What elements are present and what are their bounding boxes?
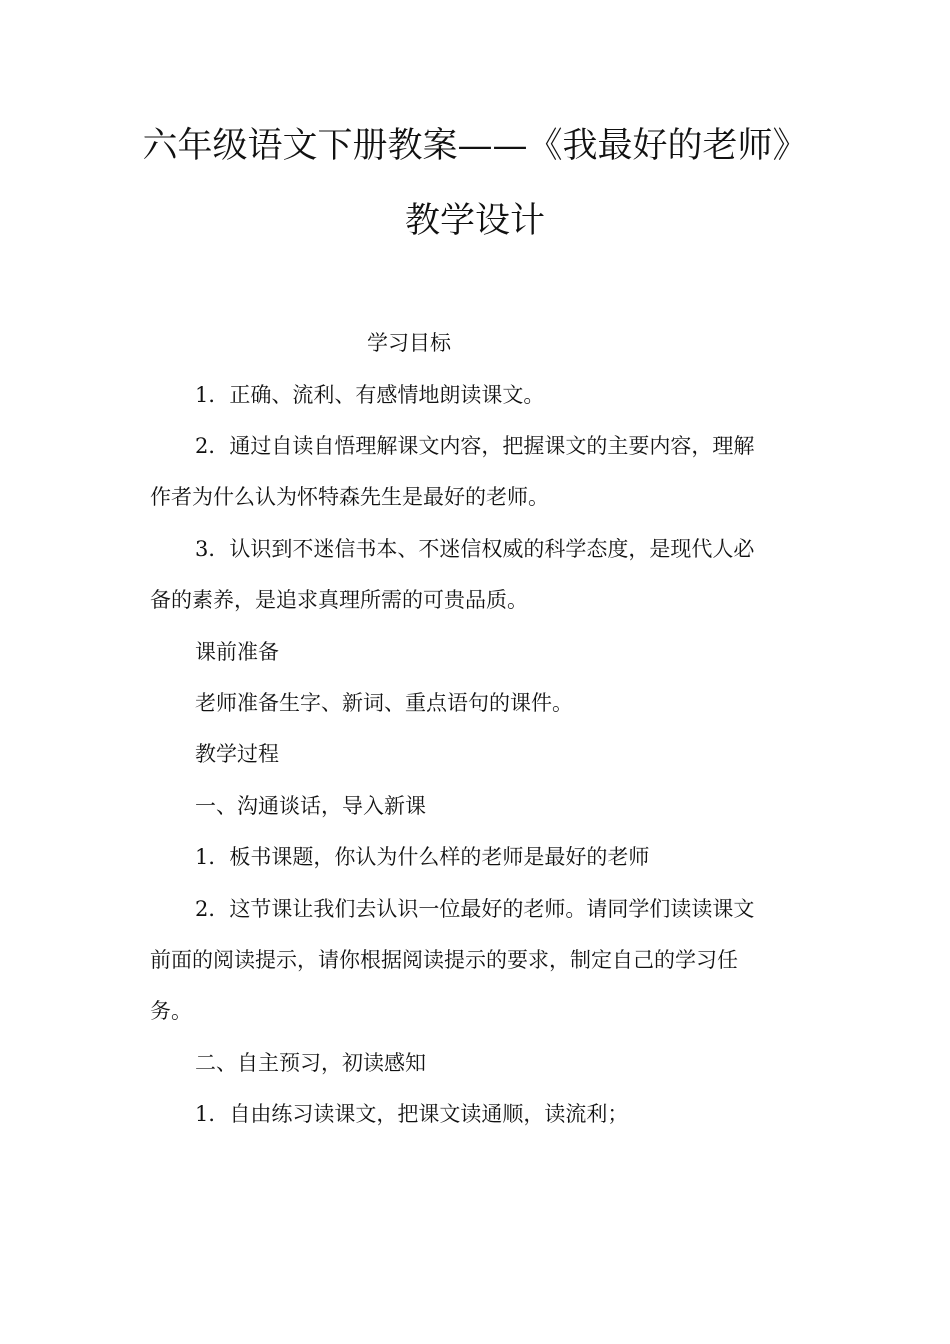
document-title-line-1: 六年级语文下册教案——《我最好的老师》	[142, 126, 808, 166]
section-heading-preparation: 课前准备	[195, 640, 279, 664]
document-title-line-2: 教学设计	[404, 201, 545, 241]
objective-3-line-1: 3．认识到不迷信书本、不迷信权威的科学态度，是现代人必	[195, 537, 755, 561]
objective-2-line-2: 作者为什么认为怀特森先生是最好的老师。	[150, 485, 549, 509]
part-1-item-2-line-3: 务。	[150, 999, 192, 1023]
preparation-text: 老师准备生字、新词、重点语句的课件。	[195, 691, 573, 715]
part-2-item-1: 1．自由练习读课文，把课文读通顺，读流利；	[195, 1102, 629, 1126]
objective-3-line-2: 备的素养，是追求真理所需的可贵品质。	[150, 588, 528, 612]
part-1-item-1: 1．板书课题，你认为什么样的老师是最好的老师	[195, 845, 650, 869]
section-heading-objectives: 学习目标	[367, 331, 451, 355]
objective-2-line-1: 2．通过自读自悟理解课文内容，把握课文的主要内容，理解	[195, 434, 755, 458]
part-1-heading: 一、沟通谈话，导入新课	[195, 794, 426, 818]
part-2-heading: 二、自主预习，初读感知	[195, 1051, 426, 1075]
part-1-item-2-line-1: 2．这节课让我们去认识一位最好的老师。请同学们读读课文	[195, 897, 755, 921]
part-1-item-2-line-2: 前面的阅读提示，请你根据阅读提示的要求，制定自己的学习任	[150, 948, 738, 972]
section-heading-process: 教学过程	[195, 742, 279, 766]
objective-1: 1．正确、流利、有感情地朗读课文。	[195, 383, 545, 407]
